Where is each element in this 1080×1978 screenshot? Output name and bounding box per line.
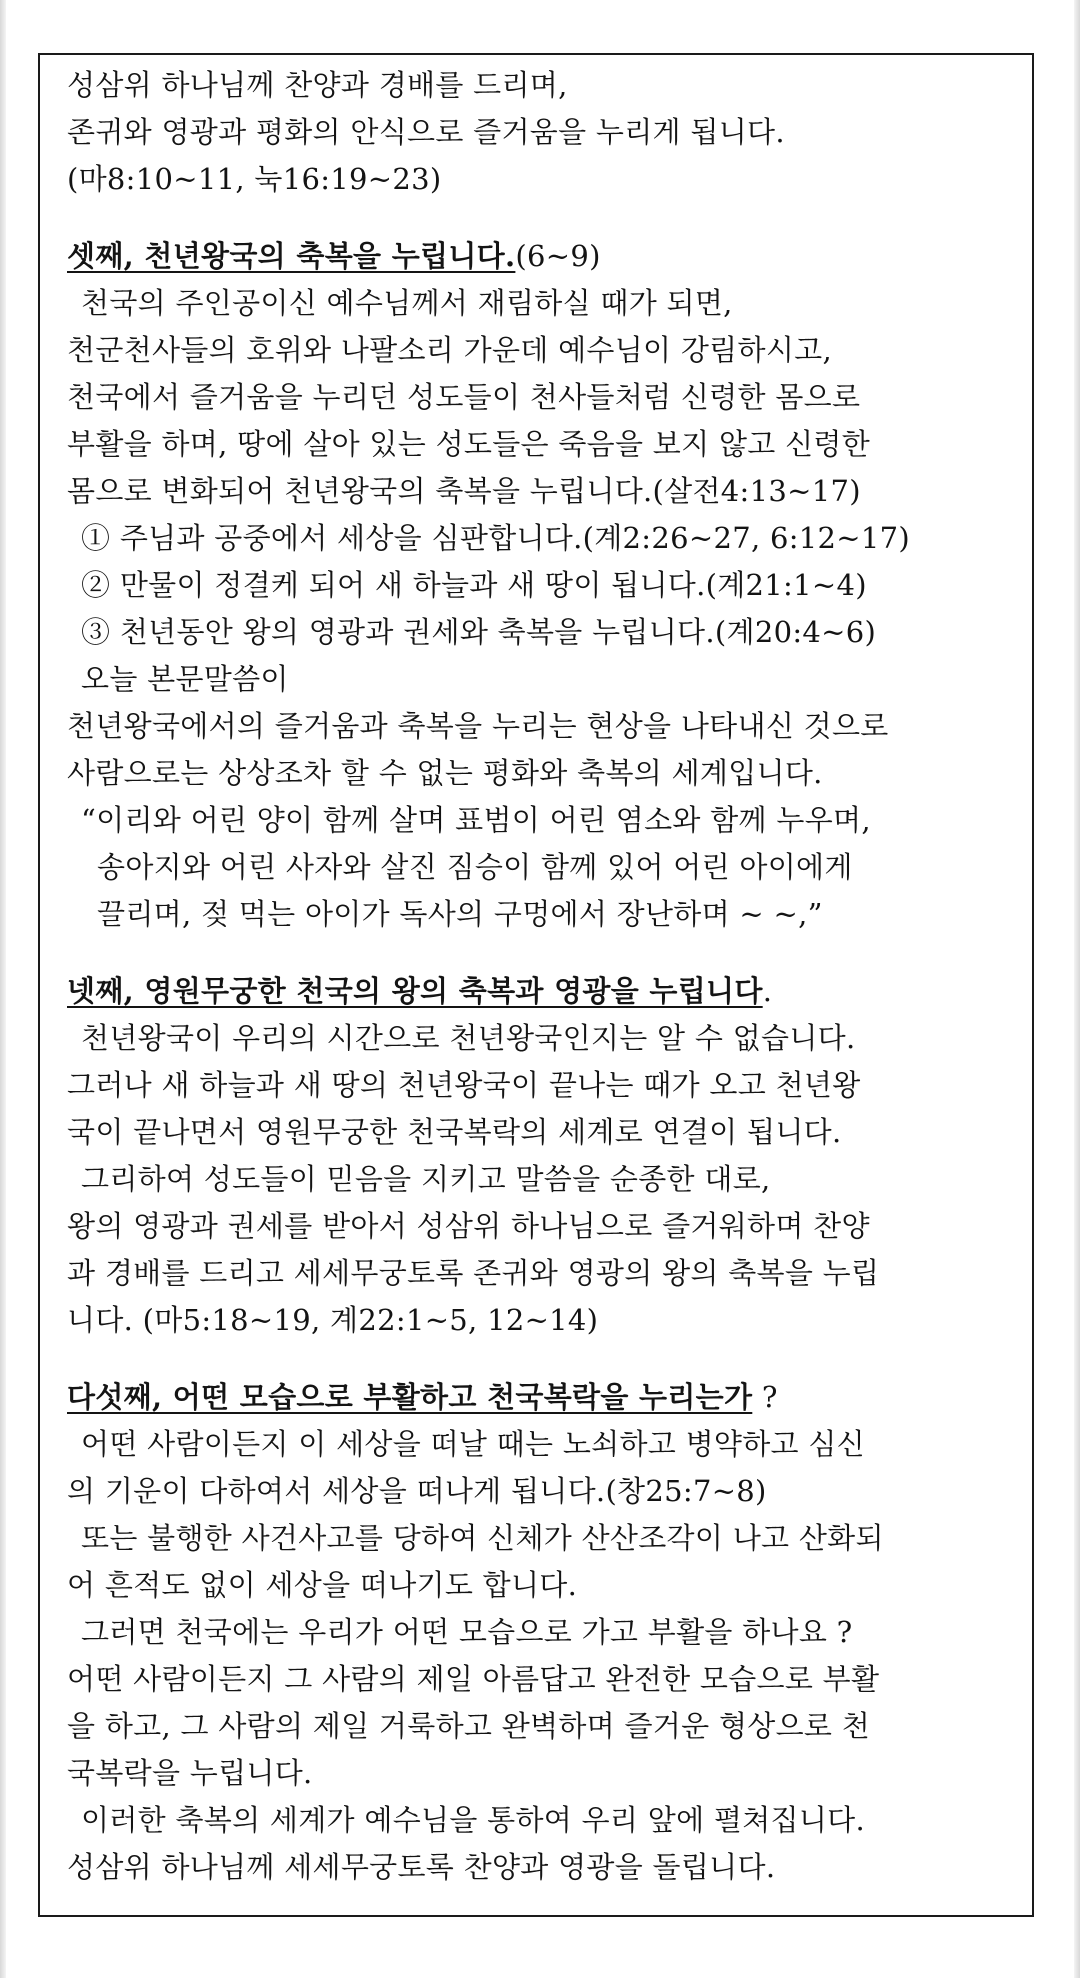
- quote-line: 끌리며, 젖 먹는 아이가 독사의 구멍에서 장난하며 ~ ~,”: [97, 897, 823, 931]
- list-item: ③ 천년동안 왕의 영광과 권세와 축복을 누립니다.(계20:4~6): [81, 615, 877, 649]
- section-heading: [67, 233, 1017, 280]
- section-fourth: [67, 968, 1017, 1344]
- section-heading-text: 넷째, 영원무궁한 천국의 왕의 축복과 영광을 누립니다: [67, 974, 763, 1008]
- text-line: 의 기운이 다하여서 세상을 떠나게 됩니다.(창25:7~8): [67, 1474, 767, 1508]
- text-line: 그리하여 성도들이 믿음을 지키고 말씀을 순종한 대로,: [81, 1162, 771, 1196]
- text-line: 어 흔적도 없이 세상을 떠나기도 합니다.: [67, 1568, 578, 1602]
- text-line: 존귀와 영광과 평화의 안식으로 즐거움을 누리게 됩니다.: [67, 115, 785, 149]
- text-line: 왕의 영광과 권세를 받아서 성삼위 하나님으로 즐거워하며 찬양: [67, 1209, 870, 1243]
- section-fifth: [67, 1374, 1017, 1891]
- paragraph-gap: [67, 938, 1017, 968]
- quote-line: 송아지와 어린 사자와 살진 짐승이 함께 있어 어린 아이에게: [97, 850, 853, 884]
- text-line: 성삼위 하나님께 세세무궁토록 찬양과 영광을 돌립니다.: [67, 1850, 776, 1884]
- text-line: 어떤 사람이든지 이 세상을 떠날 때는 노쇠하고 병약하고 심신: [81, 1427, 865, 1461]
- text-line: 과 경배를 드리고 세세무궁토록 존귀와 영광의 왕의 축복을 누립: [67, 1256, 880, 1290]
- text-line: 을 하고, 그 사람의 제일 거룩하고 완벽하며 즐거운 형상으로 천: [67, 1709, 871, 1743]
- quote-line: “이리와 어린 양이 함께 살며 표범이 어린 염소와 함께 누우며,: [81, 803, 871, 837]
- page-edge-left: [0, 0, 6, 1978]
- section-heading-text: 다섯째, 어떤 모습으로 부활하고 천국복락을 누리는가: [67, 1380, 753, 1414]
- text-line: (마8:10~11, 눅16:19~23): [67, 162, 442, 196]
- text-line: 어떤 사람이든지 그 사람의 제일 아름답고 완전한 모습으로 부활: [67, 1662, 880, 1696]
- text-line: 천국에서 즐거움을 누리던 성도들이 천사들처럼 신령한 몸으로: [67, 380, 861, 414]
- section-heading: [67, 968, 1017, 1015]
- text-line: 사람으로는 상상조차 할 수 없는 평화와 축복의 세계입니다.: [67, 756, 823, 790]
- paragraph-gap: [67, 203, 1017, 233]
- intro-paragraph: [67, 62, 1017, 203]
- list-item: ② 만물이 정결케 되어 새 하늘과 새 땅이 됩니다.(계21:1~4): [81, 568, 867, 602]
- text-line: 니다. (마5:18~19, 계22:1~5, 12~14): [67, 1303, 599, 1337]
- text-line: 천년왕국이 우리의 시간으로 천년왕국인지는 알 수 없습니다.: [81, 1021, 856, 1055]
- text-line: 또는 불행한 사건사고를 당하여 신체가 산산조각이 나고 산화되: [81, 1521, 884, 1555]
- paragraph-gap: [67, 1344, 1017, 1374]
- text-line: 이러한 축복의 세계가 예수님을 통하여 우리 앞에 펼쳐집니다.: [81, 1803, 865, 1837]
- text-line: 그러면 천국에는 우리가 어떤 모습으로 가고 부활을 하나요 ?: [81, 1615, 853, 1649]
- section-heading-ref: (6~9): [515, 239, 601, 273]
- section-heading: [67, 1374, 1017, 1421]
- text-line: 천군천사들의 호위와 나팔소리 가운데 예수님이 강림하시고,: [67, 333, 832, 367]
- text-line: 천국의 주인공이신 예수님께서 재림하실 때가 되면,: [81, 286, 733, 320]
- text-line: 국이 끝나면서 영원무궁한 천국복락의 세계로 연결이 됩니다.: [67, 1115, 842, 1149]
- page-edge-right: [1074, 0, 1080, 1978]
- section-third: [67, 233, 1017, 938]
- text-line: 그러나 새 하늘과 새 땅의 천년왕국이 끝나는 때가 오고 천년왕: [67, 1068, 861, 1102]
- section-heading-suffix: .: [762, 974, 773, 1008]
- text-line: 몸으로 변화되어 천년왕국의 축복을 누립니다.(살전4:13~17): [67, 474, 861, 508]
- text-line: 오늘 본문말씀이: [81, 662, 289, 696]
- section-heading-suffix: ?: [752, 1380, 778, 1414]
- list-item: ① 주님과 공중에서 세상을 심판합니다.(계2:26~27, 6:12~17): [81, 521, 911, 555]
- text-line: 천년왕국에서의 즐거움과 축복을 누리는 현상을 나타내신 것으로: [67, 709, 889, 743]
- text-line: 국복락을 누립니다.: [67, 1756, 313, 1790]
- text-line: 성삼위 하나님께 찬양과 경배를 드리며,: [67, 68, 568, 102]
- text-line: 부활을 하며, 땅에 살아 있는 성도들은 죽음을 보지 않고 신령한: [67, 427, 871, 461]
- section-heading-text: 셋째, 천년왕국의 축복을 누립니다.: [67, 239, 516, 273]
- document-body: [67, 62, 1017, 1891]
